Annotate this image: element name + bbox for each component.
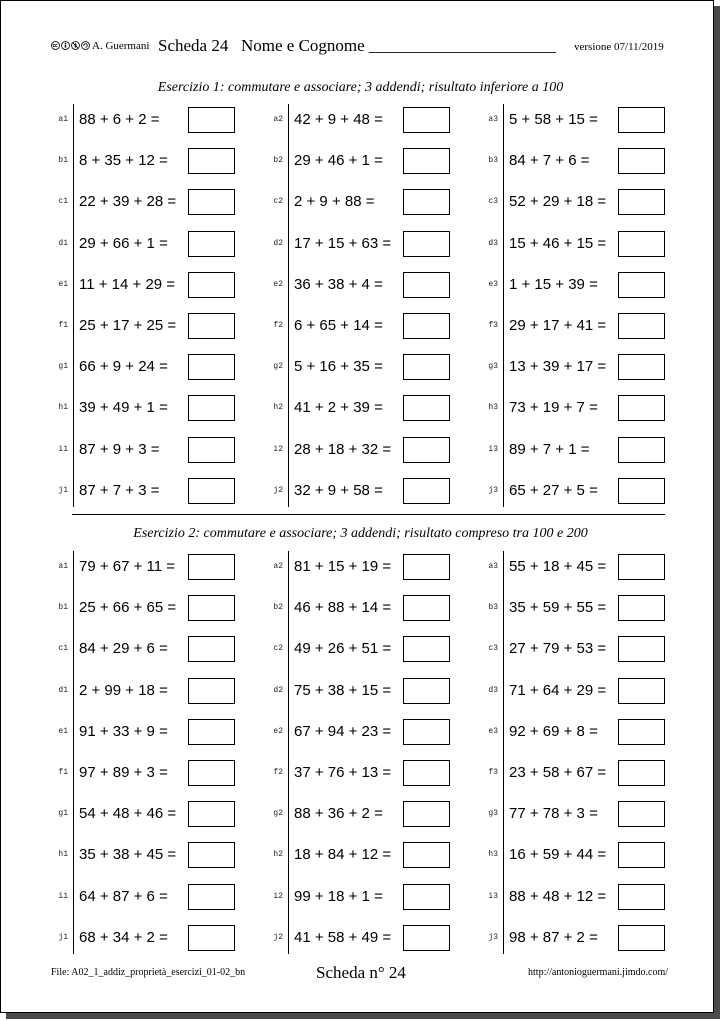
item-label: e2 <box>273 279 283 289</box>
item-expression: 5 + 58 + 15 = <box>509 111 598 128</box>
item-expression: 29 + 46 + 1 = <box>294 152 383 170</box>
item-expression: 87 + 7 + 3 = <box>79 481 160 499</box>
item-expression: 84 + 7 + 6 = <box>509 152 590 170</box>
sheet-title: Scheda 24 <box>158 36 229 55</box>
answer-box <box>403 231 450 257</box>
exercise-item <box>269 842 450 868</box>
answer-box <box>403 148 450 174</box>
answer-box <box>188 636 235 662</box>
item-label: i3 <box>488 444 498 454</box>
item-label: d2 <box>273 238 283 248</box>
answer-box <box>188 554 235 580</box>
item-label: d3 <box>488 685 498 695</box>
item-label: f2 <box>273 768 283 777</box>
answer-box <box>618 719 665 745</box>
item-label: a1 <box>58 562 68 571</box>
item-label: a1 <box>58 115 68 124</box>
answer-box <box>188 478 235 504</box>
item-label: c3 <box>488 644 498 654</box>
item-expression: 98 + 87 + 2 = <box>509 928 598 946</box>
item-label: f3 <box>488 321 498 330</box>
item-label: a2 <box>273 115 283 124</box>
answer-box <box>188 189 235 215</box>
item-expression: 49 + 26 + 51 = <box>294 640 392 658</box>
answer-box <box>188 801 235 827</box>
exercise-item <box>54 478 235 504</box>
answer-box <box>188 354 235 380</box>
item-label: g2 <box>273 809 283 819</box>
item-expression: 46 + 88 + 14 = <box>294 599 392 617</box>
item-label: f1 <box>58 768 68 777</box>
exercise-item <box>484 313 665 339</box>
item-expression: 75 + 38 + 15 = <box>294 681 392 699</box>
item-expression: 99 + 18 + 1 = <box>294 887 383 905</box>
exercise-item <box>484 107 665 133</box>
exercise-item <box>54 801 235 827</box>
answer-box <box>403 884 450 910</box>
answer-box <box>403 395 450 421</box>
item-label: d1 <box>58 685 68 695</box>
item-expression: 2 + 9 + 88 = <box>294 193 375 211</box>
exercise-item <box>484 272 665 298</box>
exercise-item <box>54 272 235 298</box>
item-label: d3 <box>488 238 498 248</box>
item-expression: 55 + 18 + 45 = <box>509 558 607 575</box>
item-label: c2 <box>273 644 283 654</box>
answer-box <box>403 107 450 133</box>
item-expression: 89 + 7 + 1 = <box>509 440 590 458</box>
exercise-item <box>484 719 665 745</box>
item-label: g1 <box>58 362 68 372</box>
item-expression: 6 + 65 + 14 = <box>294 317 383 334</box>
answer-box <box>403 554 450 580</box>
item-label: b2 <box>273 156 283 166</box>
item-expression: 16 + 59 + 44 = <box>509 846 607 864</box>
answer-box <box>618 595 665 621</box>
item-label: h3 <box>488 850 498 860</box>
item-expression: 41 + 58 + 49 = <box>294 928 392 946</box>
answer-box <box>188 842 235 868</box>
answer-box <box>618 678 665 704</box>
item-expression: 91 + 33 + 9 = <box>79 722 168 740</box>
item-label: e2 <box>273 726 283 736</box>
item-label: a2 <box>273 562 283 571</box>
item-label: a3 <box>488 562 498 571</box>
item-label: j2 <box>273 485 283 495</box>
exercise-item <box>54 395 235 421</box>
item-label: j1 <box>58 932 68 942</box>
exercise-item <box>54 925 235 951</box>
item-label: h2 <box>273 850 283 860</box>
item-label: c2 <box>273 197 283 207</box>
item-label: c3 <box>488 197 498 207</box>
answer-box <box>403 801 450 827</box>
item-expression: 25 + 17 + 25 = <box>79 317 177 334</box>
item-label: i3 <box>488 891 498 901</box>
item-label: f3 <box>488 768 498 777</box>
item-expression: 71 + 64 + 29 = <box>509 681 607 699</box>
exercise-item <box>54 437 235 463</box>
item-expression: 36 + 38 + 4 = <box>294 275 383 293</box>
item-label: e3 <box>488 726 498 736</box>
item-expression: 73 + 19 + 7 = <box>509 399 598 417</box>
answer-box <box>403 437 450 463</box>
answer-box <box>188 395 235 421</box>
item-label: e1 <box>58 279 68 289</box>
exercise-item <box>269 313 450 339</box>
exercise-item <box>54 148 235 174</box>
answer-box <box>618 189 665 215</box>
item-expression: 79 + 67 + 11 = <box>79 558 176 575</box>
item-expression: 13 + 39 + 17 = <box>509 358 607 376</box>
item-expression: 5 + 16 + 35 = <box>294 358 383 376</box>
exercise-item <box>484 842 665 868</box>
exercise-item <box>269 395 450 421</box>
answer-box <box>188 107 235 133</box>
item-expression: 84 + 29 + 6 = <box>79 640 168 658</box>
exercise-item <box>54 678 235 704</box>
author-name: A. Guermani <box>92 40 150 52</box>
exercise-item <box>54 760 235 786</box>
answer-box <box>188 884 235 910</box>
exercise-item <box>484 231 665 257</box>
answer-box <box>618 107 665 133</box>
item-label: e1 <box>58 726 68 736</box>
exercise-item <box>484 148 665 174</box>
exercise-item <box>269 636 450 662</box>
exercise-item <box>484 636 665 662</box>
exercise-item <box>484 884 665 910</box>
item-label: c1 <box>58 197 68 207</box>
item-expression: 92 + 69 + 8 = <box>509 722 598 740</box>
item-expression: 88 + 48 + 12 = <box>509 887 607 905</box>
exercise-item <box>269 478 450 504</box>
item-expression: 41 + 2 + 39 = <box>294 399 383 417</box>
exercise-item <box>269 231 450 257</box>
answer-box <box>403 354 450 380</box>
exercise-item <box>484 760 665 786</box>
item-expression: 81 + 15 + 19 = <box>294 558 392 575</box>
answer-box <box>618 272 665 298</box>
exercise-item <box>484 925 665 951</box>
item-expression: 77 + 78 + 3 = <box>509 805 598 823</box>
exercise-item <box>484 395 665 421</box>
exercise-item <box>269 678 450 704</box>
item-label: j3 <box>488 932 498 942</box>
item-label: h1 <box>58 403 68 413</box>
item-label: b1 <box>58 603 68 613</box>
item-label: a3 <box>488 115 498 124</box>
answer-box <box>618 231 665 257</box>
item-expression: 29 + 66 + 1 = <box>79 234 168 252</box>
item-label: j2 <box>273 932 283 942</box>
item-expression: 27 + 79 + 53 = <box>509 640 607 658</box>
answer-box <box>188 231 235 257</box>
item-expression: 66 + 9 + 24 = <box>79 358 168 376</box>
exercise-2-title: Esercizio 2: commutare e associare; 3 addendi; risultato compreso tra 100 e 200 <box>133 526 588 541</box>
item-expression: 68 + 34 + 2 = <box>79 928 168 946</box>
item-expression: 29 + 17 + 41 = <box>509 317 607 334</box>
item-label: b3 <box>488 603 498 613</box>
item-expression: 39 + 49 + 1 = <box>79 399 168 417</box>
item-expression: 87 + 9 + 3 = <box>79 440 160 458</box>
exercise-item <box>484 478 665 504</box>
item-expression: 64 + 87 + 6 = <box>79 887 168 905</box>
answer-box <box>618 354 665 380</box>
exercise-item <box>269 354 450 380</box>
item-expression: 8 + 35 + 12 = <box>79 152 168 170</box>
exercise-item <box>269 272 450 298</box>
item-expression: 28 + 18 + 32 = <box>294 440 392 458</box>
item-label: d2 <box>273 685 283 695</box>
nc-icon <box>71 41 80 50</box>
item-label: g3 <box>488 362 498 372</box>
answer-box <box>188 719 235 745</box>
item-label: h3 <box>488 403 498 413</box>
exercise-item <box>484 801 665 827</box>
answer-box <box>188 925 235 951</box>
item-expression: 54 + 48 + 46 = <box>79 805 177 823</box>
answer-box <box>618 884 665 910</box>
item-expression: 67 + 94 + 23 = <box>294 722 392 740</box>
answer-box <box>403 272 450 298</box>
answer-box <box>618 842 665 868</box>
item-label: b1 <box>58 156 68 166</box>
item-expression: 65 + 27 + 5 = <box>509 481 598 499</box>
exercise-item <box>269 554 450 580</box>
answer-box <box>403 636 450 662</box>
answer-box <box>403 189 450 215</box>
exercise-item <box>269 437 450 463</box>
exercise-item <box>269 801 450 827</box>
item-label: e3 <box>488 279 498 289</box>
answer-box <box>188 148 235 174</box>
item-expression: 15 + 46 + 15 = <box>509 234 607 252</box>
answer-box <box>618 925 665 951</box>
exercise-item <box>269 189 450 215</box>
section-separator <box>72 514 665 515</box>
answer-box <box>403 760 450 786</box>
item-expression: 97 + 89 + 3 = <box>79 764 168 781</box>
exercise-item <box>269 595 450 621</box>
exercise-item <box>54 719 235 745</box>
exercise-item <box>54 842 235 868</box>
exercise-item <box>269 925 450 951</box>
footer-file-name: File: A02_1_addiz_proprietà_esercizi_01-02_bn <box>51 967 246 978</box>
exercise-item <box>484 678 665 704</box>
item-expression: 18 + 84 + 12 = <box>294 846 392 864</box>
item-label: i2 <box>273 444 283 454</box>
exercise-item <box>269 884 450 910</box>
item-label: b3 <box>488 156 498 166</box>
footer-url: http://antonioguermani.jimdo.com/ <box>528 967 668 978</box>
cc-icon <box>51 41 60 50</box>
answer-box <box>188 313 235 339</box>
name-field: Nome e Cognome ______________________ <box>241 36 556 55</box>
item-expression: 37 + 76 + 13 = <box>294 764 392 781</box>
answer-box <box>403 478 450 504</box>
item-label: h1 <box>58 850 68 860</box>
item-label: i1 <box>58 444 68 454</box>
by-icon <box>61 41 70 50</box>
answer-box <box>188 760 235 786</box>
answer-box <box>618 801 665 827</box>
item-label: j3 <box>488 485 498 495</box>
answer-box <box>618 760 665 786</box>
exercise-item <box>54 354 235 380</box>
answer-box <box>403 719 450 745</box>
item-expression: 88 + 36 + 2 = <box>294 805 383 823</box>
item-label: g1 <box>58 809 68 819</box>
item-label: i2 <box>273 891 283 901</box>
exercise-item <box>54 554 235 580</box>
answer-box <box>403 842 450 868</box>
item-expression: 42 + 9 + 48 = <box>294 111 383 128</box>
item-label: f2 <box>273 321 283 330</box>
exercise-item <box>54 595 235 621</box>
item-label: b2 <box>273 603 283 613</box>
item-expression: 23 + 58 + 67 = <box>509 764 607 781</box>
item-expression: 25 + 66 + 65 = <box>79 599 177 617</box>
answer-box <box>618 554 665 580</box>
answer-box <box>403 925 450 951</box>
answer-box <box>618 437 665 463</box>
item-expression: 35 + 59 + 55 = <box>509 599 607 617</box>
version-label: versione 07/11/2019 <box>574 41 664 53</box>
answer-box <box>618 313 665 339</box>
exercise-item <box>269 719 450 745</box>
answer-box <box>188 437 235 463</box>
answer-box <box>403 678 450 704</box>
item-expression: 32 + 9 + 58 = <box>294 481 383 499</box>
exercise-item <box>269 107 450 133</box>
item-expression: 22 + 39 + 28 = <box>79 193 177 211</box>
exercise-item <box>269 760 450 786</box>
item-expression: 17 + 15 + 63 = <box>294 234 392 252</box>
exercise-item <box>484 437 665 463</box>
answer-box <box>188 272 235 298</box>
item-expression: 1 + 15 + 39 = <box>509 275 598 293</box>
item-label: i1 <box>58 891 68 901</box>
answer-box <box>188 678 235 704</box>
exercise-item <box>54 231 235 257</box>
answer-box <box>618 478 665 504</box>
answer-box <box>618 636 665 662</box>
exercise-item <box>269 148 450 174</box>
answer-box <box>403 595 450 621</box>
item-label: h2 <box>273 403 283 413</box>
exercise-item <box>484 554 665 580</box>
item-expression: 11 + 14 + 29 = <box>79 275 176 293</box>
item-label: j1 <box>58 485 68 495</box>
exercise-item <box>484 189 665 215</box>
answer-box <box>188 595 235 621</box>
item-label: g2 <box>273 362 283 372</box>
answer-box <box>618 395 665 421</box>
exercise-item <box>54 189 235 215</box>
answer-box <box>403 313 450 339</box>
sa-icon <box>81 41 90 50</box>
exercise-item <box>54 107 235 133</box>
item-label: c1 <box>58 644 68 654</box>
exercise-item <box>484 595 665 621</box>
item-label: d1 <box>58 238 68 248</box>
license-icons <box>51 41 90 50</box>
item-label: g3 <box>488 809 498 819</box>
item-expression: 52 + 29 + 18 = <box>509 193 607 211</box>
exercise-item <box>484 354 665 380</box>
item-expression: 35 + 38 + 45 = <box>79 846 177 864</box>
item-expression: 2 + 99 + 18 = <box>79 681 168 699</box>
exercise-1-title: Esercizio 1: commutare e associare; 3 addendi; risultato inferiore a 100 <box>157 80 564 95</box>
item-label: f1 <box>58 321 68 330</box>
item-expression: 88 + 6 + 2 = <box>79 111 160 128</box>
exercise-item <box>54 636 235 662</box>
exercise-item <box>54 313 235 339</box>
answer-box <box>618 148 665 174</box>
footer-sheet-number: Scheda n° 24 <box>316 963 406 982</box>
exercise-item <box>54 884 235 910</box>
